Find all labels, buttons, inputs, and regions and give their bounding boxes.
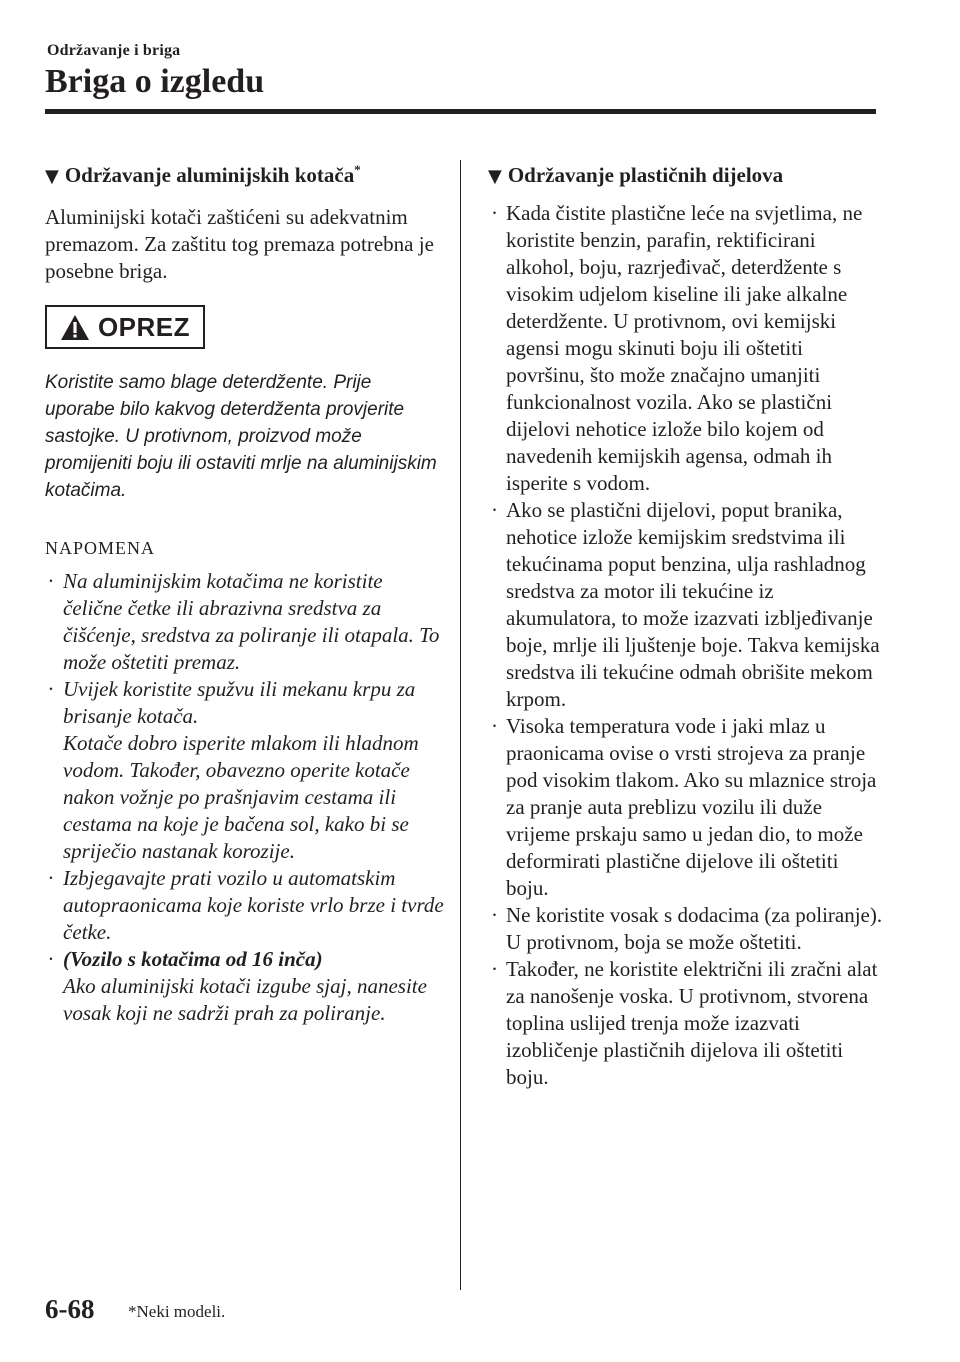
running-header: Održavanje i briga	[47, 42, 181, 59]
section-heading-text: Održavanje plastičnih dijelova	[507, 163, 784, 187]
warning-triangle-icon	[60, 314, 90, 341]
footnote: *Neki modeli.	[128, 1302, 226, 1321]
item-text: Također, ne koristite električni ili zračni alat za nanošenje voska. U protivnom, stvorena toplina uslijed trenja može izazvati izobličenje plastičnih dijelova ili oštetiti boju.	[506, 957, 878, 1089]
item-text: Kada čistite plastične leće na svjetlima, ne koristite benzin, parafin, rektificirani alkohol, boju, razrjeđivač, deterdžente s visokim udjelom kiseline ili jake alkalne deterdžente. U protivnom, ovi kemijski agensi mogu skinuti boju ili oštetiti površinu, što može značajno umanjiti funkcionalnost vozila. Ako se plastični dijelovi nehotice izlože bilo kojem od navedenih kemijskih agensa, odmah ih isperite s vodom.	[506, 201, 863, 495]
item-text: Ne koristite vosak s dodacima (za poliranje). U protivnom, boja se može oštetiti.	[506, 903, 883, 954]
note-extra: Ako aluminijski kotači izgube sjaj, nanesite vosak koji ne sadrži prah za poliranje.	[63, 974, 427, 1025]
section-heading-plastic	[488, 160, 883, 192]
header-rule	[45, 109, 876, 114]
list-item: · Također, ne koristite električni ili zračni alat za nanošenje voska. U protivnom, stvorena toplina uslijed trenja može izazvati izobličenje plastičnih dijelova ili oštetiti boju.	[491, 957, 878, 1089]
column-divider	[460, 160, 461, 1290]
note-heading: NAPOMENA	[45, 538, 156, 558]
footnote-mark: *	[354, 162, 361, 177]
item-text: Visoka temperatura vode i jaki mlaz u praonicama ovise o vrsti strojeva za pranje pod visokim tlakom. Ako su mlaznice stroja za pranje auta preblizu vozilu ili duže vrijeme prskaju samo u jedan dio, to može deformirati plastične dijelove ili oštetiti boju.	[506, 714, 877, 900]
note-list	[45, 568, 445, 1027]
page-title: Briga o izgledu	[45, 63, 265, 100]
right-column	[488, 160, 883, 1091]
note-text: Uvijek koristite spužvu ili mekanu krpu za brisanje kotača.	[63, 677, 416, 728]
list-item: · Uvijek koristite spužvu ili mekanu krpu za brisanje kotača. Kotače dobro isperite mlakom ili hladnom vodom. Također, obavezno operite kotače nakon vožnje po prašnjavim cestama ili cestama na koje je bačena sol, kako bi se spriječio nastanak korozije.	[48, 677, 419, 863]
triangle-down-icon: ▼	[488, 166, 502, 187]
list-item: · Visoka temperatura vode i jaki mlaz u praonicama ovise o vrsti strojeva za pranje pod visokim tlakom. Ako su mlaznice stroja za pranje auta preblizu vozilu ili duže vrijeme prskaju samo u jedan dio, to može deformirati plastične dijelove ili oštetiti boju.	[491, 714, 877, 900]
note-bold-text: (Vozilo s kotačima od 16 inča)	[63, 947, 323, 971]
list-item: · Izbjegavajte prati vozilo u automatskim autopraonicama koje koriste vrlo brze i tvrde četke.	[48, 866, 444, 944]
section-heading-wheels	[45, 160, 445, 192]
item-text: Ako se plastični dijelovi, poput branika, nehotice izlože kemijskim sredstvima ili tekućinama poput benzina, ulja rashladnog sredstva za motor ili tekućine iz akumulatora, to može izazvati izbljeđivanje boje, mrlje ili ljuštenje boje. Takva kemijska sredstva ili tekućine odmah obrišite mekom krpom.	[506, 498, 880, 711]
list-item: · Na aluminijskim kotačima ne koristite čelične četke ili abrazivna sredstva za čišćenje, sredstva za poliranje ili otapala. To može oštetiti premaz.	[48, 569, 440, 674]
list-item: · Ako se plastični dijelovi, poput branika, nehotice izlože kemijskim sredstvima ili tekućinama poput benzina, ulja rashladnog sredstva za motor ili tekućine iz akumulatora, to može izazvati izbljeđivanje boje, mrlje ili ljuštenje boje. Takva kemijska sredstva ili tekućine odmah obrišite mekom krpom.	[491, 498, 880, 711]
list-item: · (Vozilo s kotačima od 16 inča) Ako aluminijski kotači izgube sjaj, nanesite vosak koji ne sadrži prah za poliranje.	[48, 947, 427, 1025]
left-column	[45, 160, 445, 1027]
note-extra: Kotače dobro isperite mlakom ili hladnom vodom. Također, obavezno operite kotače nakon vožnje po prašnjavim cestama ili cestama na koje je bačena sol, kako bi se spriječio nastanak korozije.	[63, 731, 419, 863]
section-heading-text: Održavanje aluminijskih kotača	[64, 163, 355, 187]
triangle-down-icon: ▼	[45, 166, 59, 187]
caution-text: Koristite samo blage deterdžente. Prije uporabe bilo kakvog deterdženta provjerite sastojke. U protivnom, proizvod može promijeniti boju ili ostaviti mrlje na aluminijskim kotačima.	[45, 372, 437, 501]
list-item: · Kada čistite plastične leće na svjetlima, ne koristite benzin, parafin, rektificirani alkohol, boju, razrjeđivač, deterdžente s visokim udjelom kiseline ili jake alkalne deterdžente. U protivnom, ovi kemijski agensi mogu skinuti boju ili oštetiti površinu, što može značajno umanjiti funkcionalnost vozila. Ako se plastični dijelovi nehotice izlože bilo kojem od navedenih kemijskih agensa, odmah ih isperite s vodom.	[491, 201, 863, 495]
list-item: · Ne koristite vosak s dodacima (za poliranje). U protivnom, boja se može oštetiti.	[491, 903, 883, 954]
warning-label: OPREZ	[97, 311, 191, 342]
note-text: Izbjegavajte prati vozilo u automatskim autopraonicama koje koriste vrlo brze i tvrde četke.	[63, 866, 444, 944]
warning-box	[45, 305, 205, 349]
plastic-care-list	[488, 200, 883, 1091]
intro-paragraph: Aluminijski kotači zaštićeni su adekvatnim premazom. Za zaštitu tog premaza potrebna je posebne briga.	[45, 205, 434, 283]
page-number: 6-68	[45, 1294, 95, 1324]
note-text: Na aluminijskim kotačima ne koristite čelične četke ili abrazivna sredstva za čišćenje, sredstva za poliranje ili otapala. To može oštetiti premaz.	[63, 569, 440, 674]
